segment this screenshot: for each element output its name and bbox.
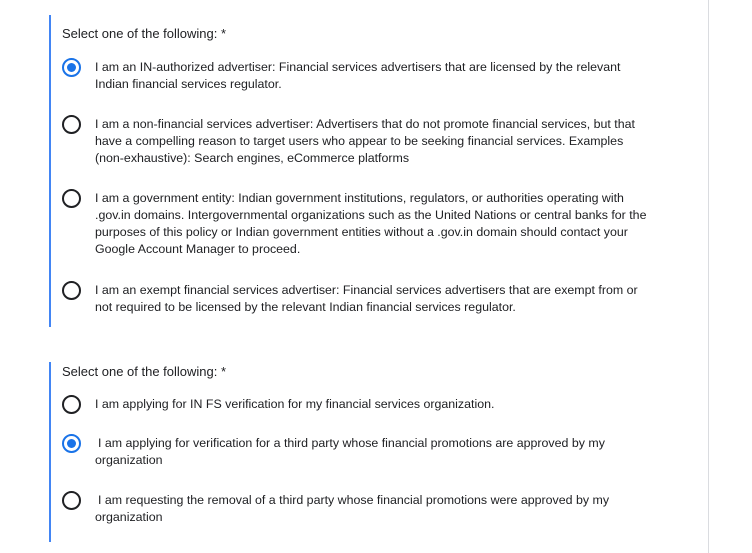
radio-button-selected[interactable] xyxy=(62,58,81,77)
option-label: I am requesting the removal of a third party whose financial promotions were approved by my organization xyxy=(95,493,610,524)
radio-button[interactable] xyxy=(62,395,81,414)
radio-button[interactable] xyxy=(62,281,81,300)
question-group-advertiser-type xyxy=(49,15,706,327)
content-right-border xyxy=(708,0,709,553)
question-prompt: Select one of the following: * xyxy=(62,364,227,379)
option-label: I am an IN-authorized advertiser: Financial services advertisers that are licensed by the relevant Indian financial services regulator. xyxy=(95,60,621,91)
question-prompt: Select one of the following: * xyxy=(62,26,227,41)
question-group-verification-purpose xyxy=(49,362,706,542)
option-label: I am an exempt financial services advertiser: Financial services advertisers that are exempt from or not required to be licensed by the relevant Indian financial services regulator. xyxy=(95,283,638,314)
option-label: I am a government entity: Indian government institutions, regulators, or authorities operating with .gov.in domains. Intergovernmental organizations such as the United Nations or central banks for the purposes of this policy or Indian government entities without a .gov.in domain should contact your Google Account Manager to proceed. xyxy=(95,191,647,256)
radio-button[interactable] xyxy=(62,115,81,134)
option-label: I am applying for IN FS verification for my financial services organization. xyxy=(95,397,495,411)
option-label: I am a non-financial services advertiser: Advertisers that do not promote financial services, but that have a compelling reason to target users who appear to be seeking financial services. Examples (non-exhaustive): Search engines, eCommerce platforms xyxy=(95,117,635,165)
radio-button-selected[interactable] xyxy=(62,434,81,453)
option-label: I am applying for verification for a third party whose financial promotions are approved by my organization xyxy=(95,436,605,467)
radio-button[interactable] xyxy=(62,491,81,510)
radio-button[interactable] xyxy=(62,189,81,208)
